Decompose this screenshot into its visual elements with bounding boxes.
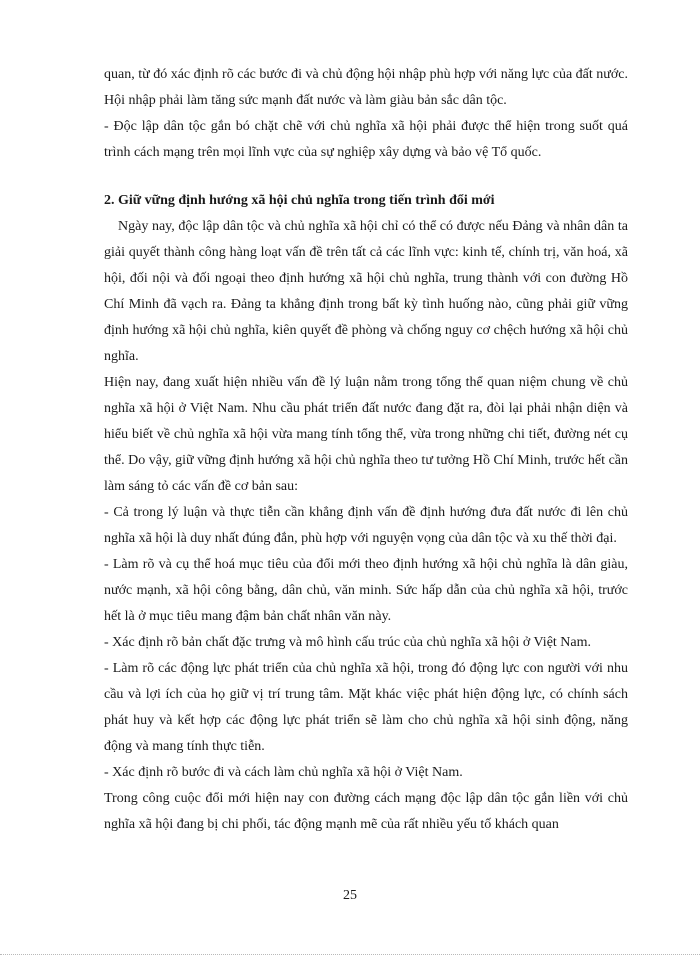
document-body <box>104 62 628 838</box>
paragraph: quan, từ đó xác định rõ các bước đi và chủ động hội nhập phù hợp với năng lực của đất nước. Hội nhập phải làm tăng sức mạnh đất nước và làm giàu bản sắc dân tộc. <box>104 67 628 108</box>
list-item: - Làm rõ các động lực phát triển của chủ nghĩa xã hội, trong đó động lực con người với nhu cầu và lợi ích của họ giữ vị trí trung tâm. Mặt khác việc phát hiện động lực, có chính sách phát huy và kết hợp các động lực phát triển sẽ làm cho chủ nghĩa xã hội sinh động, năng động và mang tính thực tiễn. <box>104 661 628 754</box>
paragraph: Ngày nay, độc lập dân tộc và chủ nghĩa xã hội chỉ có thể có được nếu Đảng và nhân dân ta giải quyết thành công hàng loạt vấn đề trên tất cả các lĩnh vực: kinh tế, chính trị, văn hoá, xã hội, đối nội và đối ngoại theo định hướng xã hội chủ nghĩa, trung thành với con đường Hồ Chí Minh đã vạch ra. Đảng ta khẳng định trong bất kỳ tình huống nào, cũng phải giữ vững định hướng xã hội chủ nghĩa, kiên quyết đề phòng và chống nguy cơ chệch hướng xã hội chủ nghĩa. <box>104 219 628 364</box>
list-item: - Xác định rõ bản chất đặc trưng và mô hình cấu trúc của chủ nghĩa xã hội ở Việt Nam. <box>104 635 592 650</box>
bottom-divider <box>0 954 700 955</box>
paragraph: Hiện nay, đang xuất hiện nhiều vấn đề lý luận nằm trong tổng thể quan niệm chung về chủ nghĩa xã hội ở Việt Nam. Nhu cầu phát triển đất nước đang đặt ra, đòi lại phải nhận diện và hiểu biết về chủ nghĩa xã hội vừa mang tính tổng thể, vừa trong những chi tiết, đường nét cụ thể. Do vậy, giữ vững định hướng xã hội chủ nghĩa theo tư tưởng Hồ Chí Minh, trước hết cần làm sáng tỏ các vấn đề cơ bản sau: <box>104 375 628 494</box>
list-item: - Xác định rõ bước đi và cách làm chủ nghĩa xã hội ở Việt Nam. <box>104 765 463 780</box>
page-number: 25 <box>343 888 357 903</box>
list-item: - Cả trong lý luận và thực tiễn cần khẳng định vấn đề định hướng đưa đất nước đi lên chủ nghĩa xã hội là duy nhất đúng đắn, phù hợp với nguyện vọng của dân tộc và xu thế thời đại. <box>104 505 628 546</box>
paragraph: Trong công cuộc đổi mới hiện nay con đường cách mạng độc lập dân tộc gắn liền với chủ nghĩa xã hội đang bị chi phối, tác động mạnh mẽ của rất nhiều yếu tố khách quan <box>104 791 628 832</box>
list-item: - Làm rõ và cụ thể hoá mục tiêu của đổi mới theo định hướng xã hội chủ nghĩa là dân giàu, nước mạnh, xã hội công bằng, dân chủ, văn minh. Sức hấp dẫn của chủ nghĩa xã hội, trước hết là ở mục tiêu mang đậm bản chất nhân văn này. <box>104 557 628 624</box>
section-heading: 2. Giữ vững định hướng xã hội chủ nghĩa trong tiến trình đổi mới <box>104 193 495 208</box>
paragraph: - Độc lập dân tộc gắn bó chặt chẽ với chủ nghĩa xã hội phải được thể hiện trong suốt quá trình cách mạng trên mọi lĩnh vực của sự nghiệp xây dựng và bảo vệ Tổ quốc. <box>104 119 628 160</box>
